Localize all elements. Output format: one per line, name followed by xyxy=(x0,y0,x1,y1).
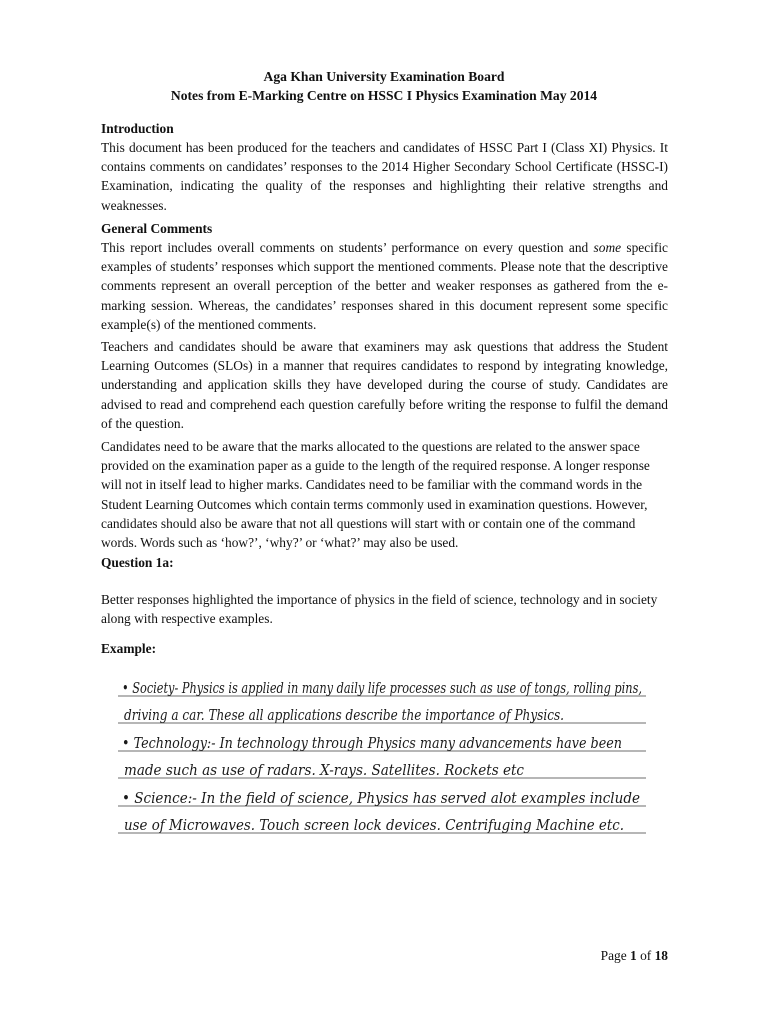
document-title-line-2: Notes from E-Marking Centre on HSSC I Physics Examination May 2014 xyxy=(170,88,598,103)
of-word: of xyxy=(640,948,652,963)
handwritten-answer-image xyxy=(116,669,650,853)
page-word: Page xyxy=(600,948,627,963)
example-label: Example: xyxy=(101,641,157,656)
introduction-heading: Introduction xyxy=(101,121,174,136)
paragraph-text: specific examples of students’ responses which support the mentioned comments. Please note that the descriptive comments represent an overall perception of the better and weaker responses as gathered from the e-marking session. Whereas, the candidates’ responses shared in this document represent some specific example(s) of the mentioned comments. xyxy=(101,240,669,332)
general-comments-paragraph-3: Candidates need to be aware that the marks allocated to the questions are related to the answer space provided on the examination paper as a guide to the length of the required response. A longer response will not in itself lead to higher marks. Candidates need to be familiar with the command words in the Student Learning Outcomes which contain terms commonly used in examination questions. However, candidates should also be aware that not all questions will start with or contain one of the command words. Words such as ‘how?’, ‘why?’ or ‘what?’ may also be used. xyxy=(101,439,650,551)
handwriting-line: made such as use of radars. X-rays. Satellites. Rockets etc xyxy=(124,761,525,779)
handwriting-line: • Technology:- In technology through Physics many advancements have been xyxy=(122,734,622,752)
emphasis-text: some xyxy=(593,240,622,255)
handwriting-line: driving a car. These all applications describe the importance of Physics. xyxy=(124,706,564,724)
page-footer xyxy=(601,948,668,964)
total-pages: 18 xyxy=(654,948,668,963)
general-comments-paragraph-1 xyxy=(101,238,668,334)
paragraph-text: This report includes overall comments on students’ performance on every question and xyxy=(101,240,594,255)
handwriting-line: • Science:- In the field of science, Physics has served alot examples include xyxy=(122,789,641,807)
question-1a-heading: Question 1a: xyxy=(101,555,174,570)
question-1a-paragraph: Better responses highlighted the importance of physics in the field of science, technology and in society along with respective examples. xyxy=(101,592,658,627)
page-number: 1 xyxy=(630,948,637,963)
general-comments-heading: General Comments xyxy=(101,221,213,236)
general-comments-paragraph-2: Teachers and candidates should be aware that examiners may ask questions that address the Student Learning Outcomes (SLOs) in a manner that requires candidates to respond by integrating knowledge, understanding and application skills they have developed during the course of study. Candidates are advised to read and comprehend each question carefully before writing the response to fulfil the demand of the question. xyxy=(101,339,668,431)
introduction-paragraph: This document has been produced for the teachers and candidates of HSSC Part I (Class XI) Physics. It contains comments on candidates’ responses to the 2014 Higher Secondary School Certificate (HSSC-I) Examination, indicating the quality of the responses and highlighting their relative strengths and weaknesses. xyxy=(101,140,668,213)
document-title-line-1: Aga Khan University Examination Board xyxy=(263,69,505,84)
handwriting-line: use of Microwaves. Touch screen lock devices. Centrifuging Machine etc. xyxy=(124,816,624,834)
handwriting-line: • Society- Physics is applied in many daily life processes such as use of tongs, rolling pins, xyxy=(122,679,642,697)
